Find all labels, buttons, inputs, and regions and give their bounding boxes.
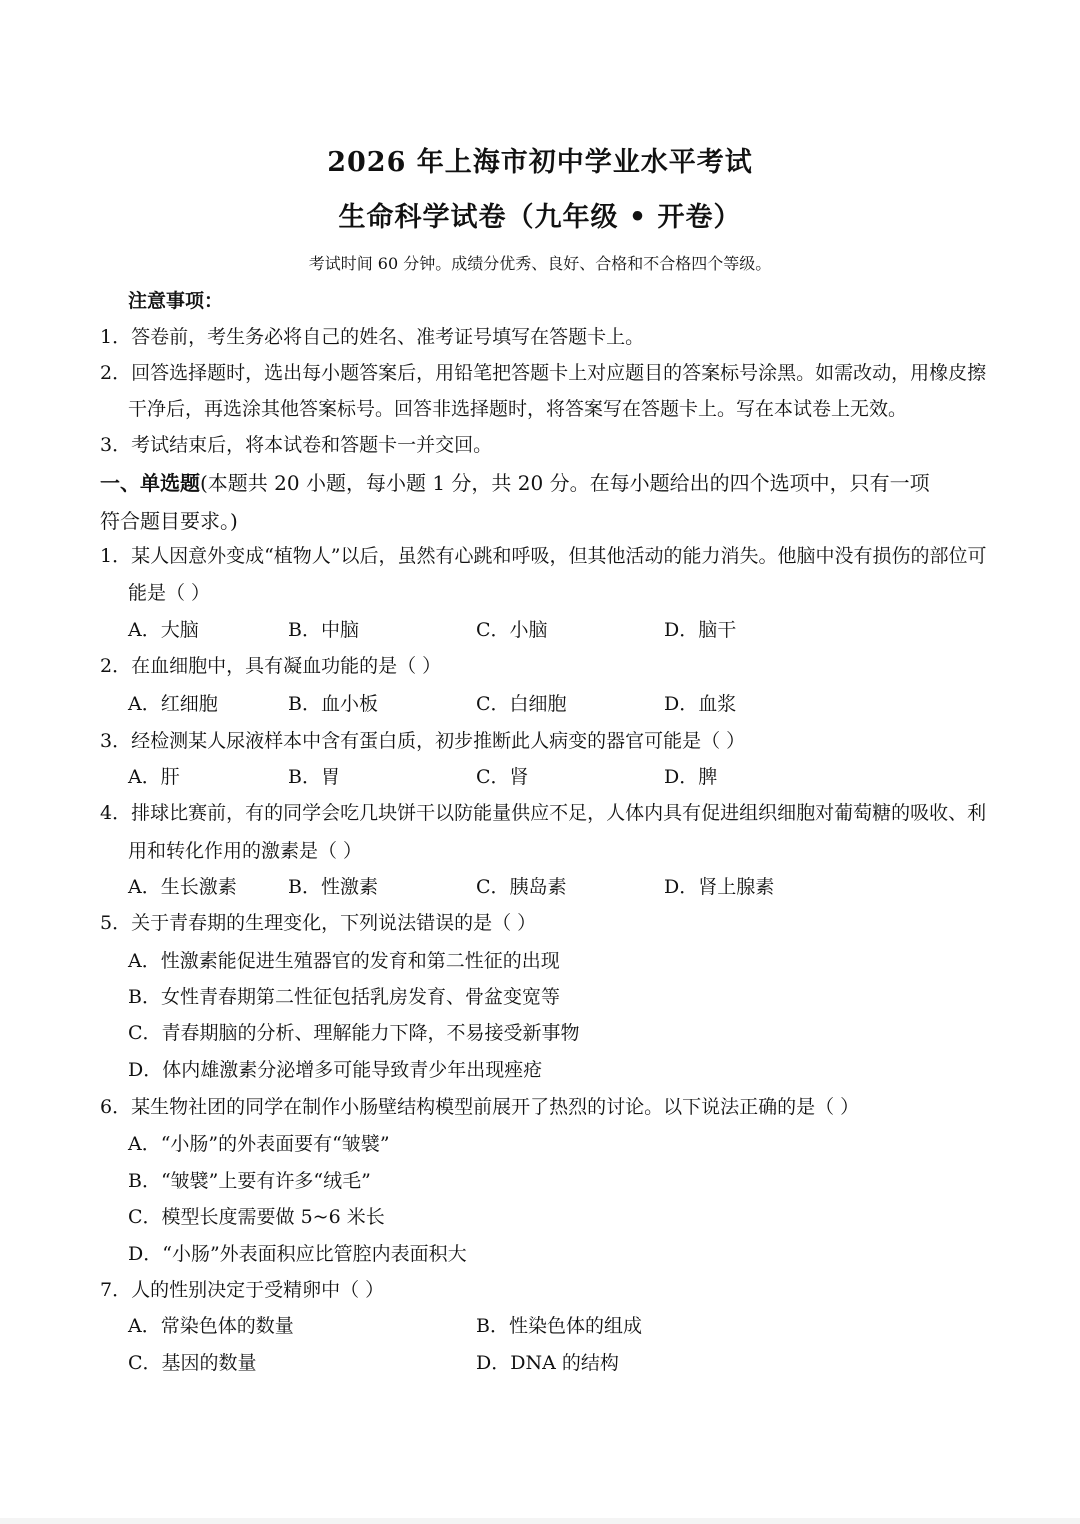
question-5-stem: 5．关于青春期的生理变化，下列说法错误的是（ ） (100, 912, 537, 934)
section-heading-title: 一、单选题 (100, 471, 200, 495)
question-4-option-a: A．生长激素 (128, 876, 237, 898)
question-1-option-c: C．小脑 (476, 619, 548, 641)
notice-item-2: 2．回答选择题时，选出每小题答案后，用铅笔把答题卡上对应题目的答案标号涂黑。如需改动，用橡皮擦 (100, 362, 987, 384)
question-7-option-d: D．DNA 的结构 (476, 1352, 619, 1374)
section-heading-cont: 符合题目要求。) (100, 509, 238, 533)
section-heading-desc: (本题共 20 小题，每小题 1 分，共 20 分。在每小题给出的四个选项中，只有一项 (200, 471, 930, 495)
question-6-option-b: B．“皱襞”上要有许多“绒毛” (128, 1170, 371, 1192)
question-3-option-b: B．胃 (288, 766, 340, 788)
question-5-option-d: D．体内雄激素分泌增多可能导致青少年出现痤疮 (128, 1059, 543, 1081)
question-5-option-a: A．性激素能促进生殖器官的发育和第二性征的出现 (128, 950, 560, 972)
question-1-option-d: D．脑干 (664, 619, 737, 641)
question-5-option-c: C．青春期脑的分析、理解能力下降，不易接受新事物 (128, 1022, 580, 1044)
notice-heading: 注意事项： (128, 290, 224, 312)
page-bottom-edge (0, 1518, 1080, 1524)
notice-item-1: 1．答卷前，考生务必将自己的姓名、准考证号填写在答题卡上。 (100, 326, 645, 348)
question-3-option-a: A．肝 (128, 766, 180, 788)
question-6-option-c: C．模型长度需要做 5~6 米长 (128, 1206, 385, 1228)
question-2-option-a: A．红细胞 (128, 693, 218, 715)
question-4-stem-cont: 用和转化作用的激素是（ ） (128, 840, 363, 862)
notice-item-2-cont: 干净后，再选涂其他答案标号。回答非选择题时，将答案写在答题卡上。写在本试卷上无效。 (128, 398, 908, 420)
exam-title: 2026 年上海市初中学业水平考试 (327, 147, 753, 178)
question-4-option-d: D．肾上腺素 (664, 876, 775, 898)
question-6-option-d: D．“小肠”外表面积应比管腔内表面积大 (128, 1243, 467, 1265)
question-4-option-b: B．性激素 (288, 876, 378, 898)
question-3-option-c: C．肾 (476, 766, 529, 788)
question-3-option-d: D．脾 (664, 766, 718, 788)
question-7-option-c: C．基因的数量 (128, 1352, 257, 1374)
question-7-stem: 7．人的性别决定于受精卵中（ ） (100, 1279, 385, 1301)
question-6-stem: 6．某生物社团的同学在制作小肠壁结构模型前展开了热烈的讨论。以下说法正确的是（ ） (100, 1096, 860, 1118)
question-1-stem: 1．某人因意外变成“植物人”以后，虽然有心跳和呼吸，但其他活动的能力消失。他脑中没有损伤的部位可 (100, 545, 987, 567)
question-2-option-d: D．血浆 (664, 693, 737, 715)
question-2-option-c: C．白细胞 (476, 693, 567, 715)
question-4-stem: 4．排球比赛前，有的同学会吃几块饼干以防能量供应不足，人体内具有促进组织细胞对葡萄糖的吸收、利 (100, 802, 987, 824)
question-2-stem: 2．在血细胞中，具有凝血功能的是（ ） (100, 655, 442, 677)
section-heading (100, 470, 930, 496)
question-4-option-c: C．胰岛素 (476, 876, 567, 898)
question-3-stem: 3．经检测某人尿液样本中含有蛋白质，初步推断此人病变的器官可能是（ ） (100, 730, 746, 752)
exam-subtitle: 生命科学试卷（九年级 • 开卷） (338, 202, 742, 233)
question-7-option-b: B．性染色体的组成 (476, 1315, 642, 1337)
notice-item-3: 3．考试结束后，将本试卷和答题卡一并交回。 (100, 434, 493, 456)
question-7-option-a: A．常染色体的数量 (128, 1315, 294, 1337)
question-1-stem-cont: 能是（ ） (128, 582, 211, 604)
question-2-option-b: B．血小板 (288, 693, 378, 715)
question-1-option-a: A．大脑 (128, 619, 199, 641)
question-6-option-a: A．“小肠”的外表面要有“皱襞” (128, 1133, 390, 1155)
question-1-option-b: B．中脑 (288, 619, 359, 641)
question-5-option-b: B．女性青春期第二性征包括乳房发育、骨盆变宽等 (128, 986, 560, 1008)
exam-info: 考试时间 60 分钟。成绩分优秀、良好、合格和不合格四个等级。 (308, 254, 772, 273)
